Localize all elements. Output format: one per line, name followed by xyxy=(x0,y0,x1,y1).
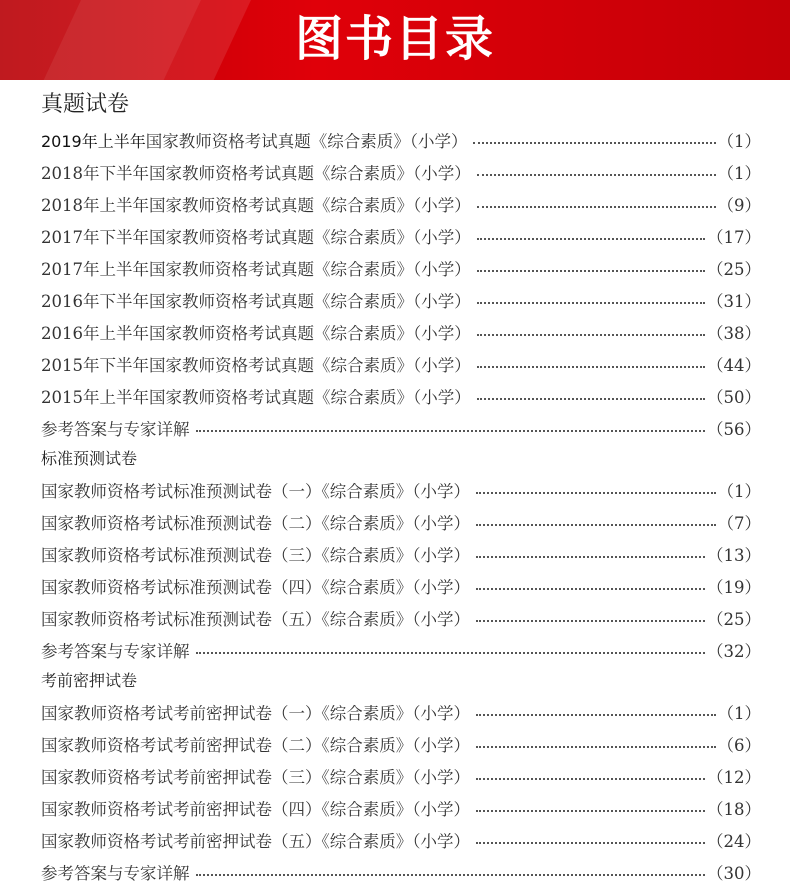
toc-entry-year: 2019年上半年 xyxy=(41,132,146,151)
section-heading: 标准预测试卷 xyxy=(41,449,138,468)
page-number: （12） xyxy=(707,768,761,787)
toc-entry-label: 国家教师资格考试标准预测试卷（四）《综合素质》（小学） xyxy=(41,578,470,597)
dot-leader xyxy=(477,366,705,368)
page-number: （25） xyxy=(707,610,761,629)
toc-entry-label: 国家教师资格考试标准预测试卷（一）《综合素质》（小学） xyxy=(41,482,470,501)
page-number: （1） xyxy=(717,132,761,151)
toc-entry-label: 国家教师资格考试标准预测试卷（三）《综合素质》（小学） xyxy=(41,546,470,565)
toc-entry-title xyxy=(41,796,470,820)
dot-leader xyxy=(477,238,705,240)
toc-entry-label: 2017年下半年国家教师资格考试真题《综合素质》（小学） xyxy=(41,228,471,247)
toc-entry-label: 2018年上半年国家教师资格考试真题《综合素质》（小学） xyxy=(41,196,471,215)
toc-entry[interactable] xyxy=(41,284,761,316)
toc-entry[interactable] xyxy=(41,602,761,634)
dot-leader xyxy=(477,398,705,400)
dot-leader xyxy=(476,588,705,590)
dot-leader xyxy=(476,842,705,844)
toc-entry-label: 国家教师资格考试考前密押试卷（五）《综合素质》（小学） xyxy=(41,832,470,851)
page-number: （18） xyxy=(707,800,761,819)
page-number: （31） xyxy=(707,292,761,311)
dot-leader xyxy=(477,270,705,272)
toc-entry-label: 2018年下半年国家教师资格考试真题《综合素质》（小学） xyxy=(41,164,471,183)
dot-leader xyxy=(476,620,705,622)
page-number: （7） xyxy=(717,514,761,533)
toc-entry-label: 2016年上半年国家教师资格考试真题《综合素质》（小学） xyxy=(41,324,471,343)
dot-leader xyxy=(477,334,705,336)
toc-entry-label: 2015年下半年国家教师资格考试真题《综合素质》（小学） xyxy=(41,356,471,375)
toc-entry[interactable] xyxy=(41,824,761,856)
page-number: （56） xyxy=(707,420,761,439)
page-number: （6） xyxy=(717,736,761,755)
section-heading: 真题试卷 xyxy=(41,92,130,117)
toc-entry[interactable] xyxy=(41,570,761,602)
toc-entry[interactable] xyxy=(41,316,761,348)
toc-entry[interactable] xyxy=(41,348,761,380)
page-number: （1） xyxy=(717,482,761,501)
toc-entry-label: 国家教师资格考试标准预测试卷（五）《综合素质》（小学） xyxy=(41,610,470,629)
toc-entry[interactable] xyxy=(41,252,761,284)
header-banner xyxy=(0,0,790,80)
toc-entry-label: 国家教师资格考试真题《综合素质》（小学） xyxy=(145,132,468,151)
toc-entry-title xyxy=(41,542,470,566)
toc-entry-title xyxy=(41,160,471,184)
toc-entry-title xyxy=(41,128,467,152)
dot-leader xyxy=(477,302,705,304)
dot-leader xyxy=(476,810,705,812)
toc-entry-label: 国家教师资格考试考前密押试卷（一）《综合素质》（小学） xyxy=(41,704,470,723)
toc-entry[interactable] xyxy=(41,506,761,538)
page-number: （50） xyxy=(707,388,761,407)
toc-entry-label: 2017年上半年国家教师资格考试真题《综合素质》（小学） xyxy=(41,260,471,279)
toc-entry-title xyxy=(41,224,471,248)
toc-entry[interactable] xyxy=(41,760,761,792)
toc-entry[interactable] xyxy=(41,792,761,824)
dot-leader xyxy=(476,556,705,558)
dot-leader xyxy=(476,746,716,748)
toc-entry[interactable] xyxy=(41,538,761,570)
toc-entry-title xyxy=(41,764,470,788)
toc-entry[interactable] xyxy=(41,220,761,252)
page-number: （19） xyxy=(707,578,761,597)
toc-entry[interactable] xyxy=(41,156,761,188)
toc-entry-title xyxy=(41,320,471,344)
dot-leader xyxy=(196,430,706,432)
page-number: （13） xyxy=(707,546,761,565)
dot-leader xyxy=(476,714,716,716)
section-heading: 考前密押试卷 xyxy=(41,671,138,690)
toc-section xyxy=(0,444,790,666)
toc-entry-label: 国家教师资格考试考前密押试卷（四）《综合素质》（小学） xyxy=(41,800,470,819)
dot-leader xyxy=(477,174,716,176)
toc-entry-title xyxy=(41,638,190,662)
toc-entry-title xyxy=(41,384,471,408)
toc-entry-label: 参考答案与专家详解 xyxy=(41,642,190,661)
page-number: （17） xyxy=(707,228,761,247)
page-title: 图书目录 xyxy=(294,11,495,67)
page-number: （1） xyxy=(717,164,761,183)
toc-entry-label: 2016年下半年国家教师资格考试真题《综合素质》（小学） xyxy=(41,292,471,311)
toc-entry-title xyxy=(41,288,471,312)
dot-leader xyxy=(473,142,715,144)
dot-leader xyxy=(476,492,716,494)
toc-entry-label: 国家教师资格考试考前密押试卷（二）《综合素质》（小学） xyxy=(41,736,470,755)
toc-entry[interactable] xyxy=(41,728,761,760)
page-number: （44） xyxy=(707,356,761,375)
toc-entry[interactable] xyxy=(41,412,761,444)
toc-entry-title xyxy=(41,574,470,598)
toc-entry[interactable] xyxy=(41,124,761,156)
toc-entry-label: 国家教师资格考试考前密押试卷（三）《综合素质》（小学） xyxy=(41,768,470,787)
toc-section xyxy=(0,86,790,444)
dot-leader xyxy=(476,524,716,526)
page-number: （30） xyxy=(707,864,761,883)
page-number: （1） xyxy=(717,704,761,723)
toc-entry-label: 参考答案与专家详解 xyxy=(41,420,190,439)
page-number: （25） xyxy=(707,260,761,279)
toc-entry-title xyxy=(41,478,470,502)
table-of-contents xyxy=(0,86,790,888)
toc-entry-label: 参考答案与专家详解 xyxy=(41,864,190,883)
toc-entry-title xyxy=(41,192,471,216)
page-number: （24） xyxy=(707,832,761,851)
toc-entry[interactable] xyxy=(41,696,761,728)
toc-entry-title xyxy=(41,256,471,280)
toc-entry-title xyxy=(41,352,471,376)
toc-entry-title xyxy=(41,860,190,884)
page-number: （32） xyxy=(707,642,761,661)
dot-leader xyxy=(477,206,716,208)
toc-entry-title xyxy=(41,416,190,440)
dot-leader xyxy=(196,874,706,876)
toc-entry-title xyxy=(41,700,470,724)
page-number: （9） xyxy=(717,196,761,215)
toc-entry-title xyxy=(41,828,470,852)
page-number: （38） xyxy=(707,324,761,343)
toc-entry-title xyxy=(41,606,470,630)
toc-entry-label: 2015年上半年国家教师资格考试真题《综合素质》（小学） xyxy=(41,388,471,407)
toc-entry[interactable] xyxy=(41,474,761,506)
toc-entry[interactable] xyxy=(41,380,761,412)
dot-leader xyxy=(476,778,705,780)
toc-section xyxy=(0,666,790,888)
toc-entry[interactable] xyxy=(41,634,761,666)
toc-entry[interactable] xyxy=(41,188,761,220)
toc-entry-title xyxy=(41,732,470,756)
toc-entry-label: 国家教师资格考试标准预测试卷（二）《综合素质》（小学） xyxy=(41,514,470,533)
dot-leader xyxy=(196,652,706,654)
toc-entry-title xyxy=(41,510,470,534)
toc-entry[interactable] xyxy=(41,856,761,888)
